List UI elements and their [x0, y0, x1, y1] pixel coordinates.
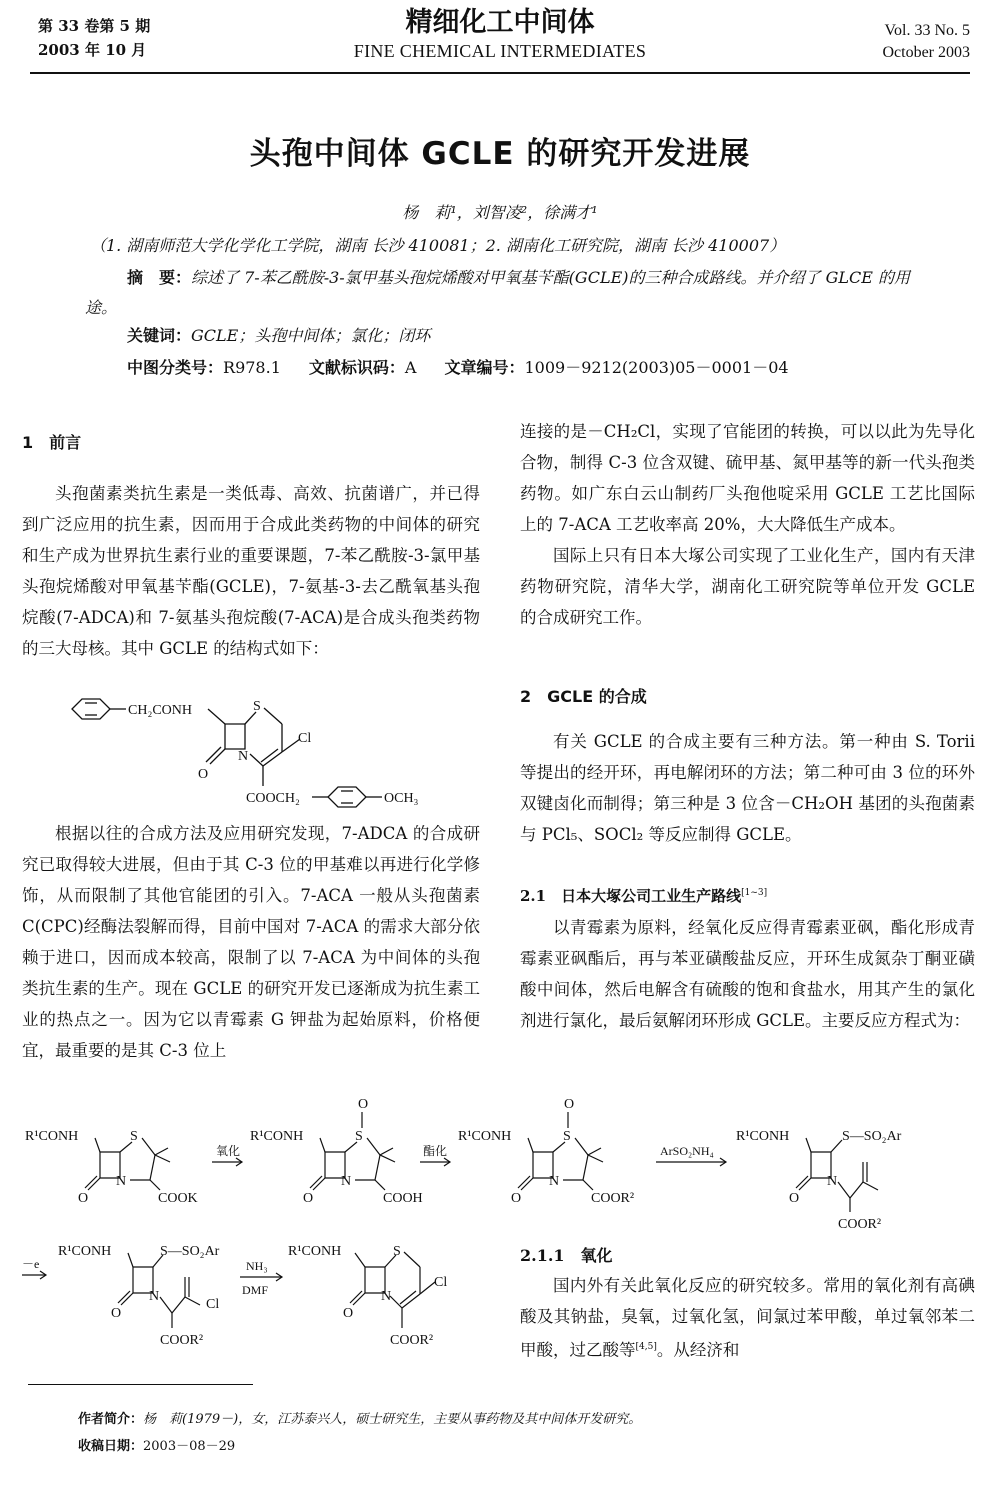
o-label-3: O [511, 1191, 522, 1206]
coor2-label-6: COOR² [390, 1333, 434, 1348]
keywords [127, 324, 430, 348]
received-date-value: 2003－08－29 [143, 1439, 236, 1454]
arrow-label-oxidation: 氧化 [216, 1144, 241, 1158]
keywords-text: GCLE；头孢中间体；氯化；闭环 [191, 326, 431, 345]
cook-label: COOK [158, 1191, 198, 1206]
classification [127, 356, 789, 380]
n-label-2: N [341, 1174, 352, 1189]
abstract-text: 综述了 7-苯乙酰胺-3-氯甲基头孢烷烯酸对甲氧基苄酯(GCLE)的三种合成路线。并介绍了 GLCE 的用途。 [85, 268, 910, 317]
cl-label-6: Cl [434, 1275, 448, 1290]
right-col-para-4 [520, 912, 975, 1036]
arrow-label-arso2nh4: ArSO₂NH₄ [660, 1144, 714, 1158]
cooch2-label: COOCH₂ [246, 791, 300, 806]
keywords-label: 关键词： [127, 326, 192, 345]
section-1-heading: 1 前言 [22, 433, 82, 452]
author-bio-text: 杨 莉(1979－)，女，江苏泰兴人，硕士研究生，主要从事药物及其中间体开发研究。 [143, 1412, 642, 1427]
right-col-para-3 [520, 726, 975, 850]
section-2-1-heading [520, 885, 767, 906]
volume-cn: 第 33 卷第 5 期 [38, 17, 151, 35]
n-label-5: N [149, 1289, 160, 1304]
arrow-label-esterification: 酯化 [423, 1144, 448, 1158]
beta-lactam-ring [225, 724, 245, 749]
section-2-1-1-heading: 2.1.1 氧化 [520, 1246, 613, 1265]
r1conh-label-3: R¹CONH [458, 1129, 512, 1144]
och3-label: OCH₃ [384, 791, 419, 806]
n-label-4: N [827, 1174, 838, 1189]
author-bio-label: 作者简介： [78, 1412, 144, 1427]
clc-value: R978.1 [223, 358, 281, 377]
right-col-top [520, 416, 975, 633]
r1conh-label-6: R¹CONH [288, 1244, 342, 1259]
section-2-heading: 2 GCLE 的合成 [520, 687, 647, 706]
benzene-ring [72, 699, 110, 719]
received-date-label: 收稿日期： [78, 1439, 144, 1454]
left-col-para-2 [22, 818, 480, 1066]
doc-code-value: A [404, 358, 417, 377]
issue-info-cn [38, 14, 150, 62]
received-date [78, 1437, 235, 1457]
abstract [85, 263, 935, 323]
s-label-1: S [130, 1129, 138, 1144]
section-2-1-title: 2.1 日本大塚公司工业生产路线 [520, 887, 742, 905]
n-label-6: N [381, 1289, 392, 1304]
o-label-2: O [303, 1191, 314, 1206]
gcle-product [288, 1244, 447, 1348]
doc-code-label: 文献标识码： [308, 358, 405, 377]
sulfur-label: S [253, 699, 261, 714]
cooh-label: COOH [383, 1191, 423, 1206]
arrow-label-dmf: DMF [242, 1283, 269, 1297]
sso2ar-label-4: S—SO₂Ar [842, 1129, 902, 1144]
date-cn: 2003 年 10 月 [38, 41, 147, 59]
cl-label-5: Cl [206, 1297, 220, 1312]
o-label-4: O [789, 1191, 800, 1206]
penicillin-k [25, 1129, 198, 1206]
arrow-label-nh3: NH₃ [246, 1259, 268, 1273]
oxygen-label: O [198, 767, 209, 782]
abstract-label: 摘 要： [127, 268, 192, 287]
left-col-para-1 [22, 478, 480, 664]
ch2conh-label: CH₂CONH [128, 703, 192, 718]
journal-name [300, 6, 700, 62]
date-en: October 2003 [882, 44, 970, 61]
coor2-label-4: COOR² [838, 1217, 882, 1232]
nitrogen-label: N [238, 749, 249, 764]
article-id-label: 文章编号： [444, 358, 525, 377]
route-paragraph: 以青霉素为原料，经氧化反应得青霉素亚砜，酯化形成青霉素亚砜酯后，再与苯亚磺酸盐反应，开环生成氮杂丁酮亚磺酸中间体，然后电解含有硫酸的饱和食盐水，用其产生的氯化剂进行氯化，最后氨解闭环形成 GCLE。主要反应方程式为： [520, 918, 975, 1030]
clc-label: 中图分类号： [127, 358, 224, 377]
journal-name-en: FINE CHEMICAL INTERMEDIATES [353, 41, 647, 61]
authors: 杨 莉¹，刘智凌²，徐满才¹ [402, 203, 598, 222]
n-label-1: N [116, 1174, 127, 1189]
intro-paragraph: 头孢菌素类抗生素是一类低毒、高效、抗菌谱广，并已得到广泛应用的抗生素，因而用于合成此类药物的中间体的研究和生产成为世界抗生素行业的重要课题，7-苯乙酰胺-3-氯甲基头孢烷烯酸对甲氧基苄酯(GCLE)，7-氨基-3-去乙酰氧基头孢烷酸(7-ADCA)和 7-氨基头孢烷酸(7-ACA)是合成头孢类药物的三大母核。其中 GCLE 的结构式如下： [22, 484, 480, 658]
volume-en: Vol. 33 No. 5 [884, 22, 970, 39]
penicillin-sulfoxide-ester [458, 1097, 634, 1206]
r1conh-label-4: R¹CONH [736, 1129, 790, 1144]
coor2-label-5: COOR² [160, 1333, 204, 1348]
azetidinone-sulfinate [736, 1129, 902, 1232]
chlorinated-intermediate [22, 1244, 220, 1348]
sso2ar-label-5: S—SO₂Ar [160, 1244, 220, 1259]
methods-paragraph: 根据以往的合成方法及应用研究发现，7-ADCA 的合成研究已取得较大进展，但由于其 C-3 位的甲基难以再进行化学修饰，从而限制了其他官能团的引入。7-ACA 一般从头孢菌素 C(CPC)经酶法裂解而得，目前中国对 7-ACA 的需求大部分依赖于进口，因而成本较高，限制了以 7-ACA 为中间体的头孢类抗生素的生产。现在 GCLE 的研究开发已逐渐成为抗生素工业的热点之一。因为它以青霉素 G 钾盐为起始原料，价格便宜，最重要的是其 C-3 位上 [22, 824, 480, 1060]
r1conh-label-5: R¹CONH [58, 1244, 112, 1259]
arrow-label-electrolysis: －e [22, 1257, 40, 1271]
oxidation-text: 国内外有关此氧化反应的研究较多。常用的氧化剂有高碘酸及其钠盐，臭氧，过氧化氢，间氯过苯甲酸，单过氧邻苯二甲酸，过乙酸等 [520, 1276, 975, 1360]
affiliation: （1. 湖南师范大学化学化工学院，湖南 长沙 410081；2. 湖南化工研究院，湖南 长沙 410007） [90, 236, 786, 255]
chlorine-label: Cl [298, 731, 312, 746]
author-bio [78, 1410, 641, 1430]
coor2-label-3: COOR² [591, 1191, 635, 1206]
sulfoxide-o-label-3: O [564, 1097, 575, 1112]
oxidation-ref: [4,5] [635, 1342, 657, 1352]
o-label-1: O [78, 1191, 89, 1206]
section-2-1-ref: [1~3] [741, 888, 768, 898]
o-label-5: O [111, 1306, 122, 1321]
paper-title: 头孢中间体 GCLE 的研究开发进展 [249, 136, 751, 172]
journal-name-cn: 精细化工中间体 [405, 7, 595, 38]
header-rule [30, 72, 970, 74]
s-label-3: S [563, 1129, 571, 1144]
synthesis-paragraph: 有关 GCLE 的合成主要有三种方法。第一种由 S. Torii 等提出的经开环，再电解闭环的方法；第二种可由 3 位的环外双键卤化而制得；第三种是 3 位含－CH₂OH 基团的头孢菌素与 PCl₅、SOCl₂ 等反应制得 GCLE。 [520, 732, 975, 844]
sulfoxide-o-label-2: O [358, 1097, 369, 1112]
penicillin-sulfoxide-acid [250, 1097, 423, 1206]
gcle-structure [60, 694, 460, 814]
footnote-rule [28, 1384, 253, 1385]
right-para-1: 连接的是－CH₂Cl，实现了官能团的转换，可以以此为先导化合物，制得 C-3 位含双键、硫甲基、氮甲基等的新一代头孢类药物。如广东白云山制药厂头孢他啶采用 GCLE 工艺比国际上的 7-ACA 工艺收率高 20%，大大降低生产成本。 [520, 422, 975, 534]
issue-info-en [882, 20, 970, 64]
s-label-2: S [355, 1129, 363, 1144]
oxidation-text-end: 。从经济和 [656, 1340, 740, 1360]
oxidation-paragraph [520, 1270, 975, 1366]
s-label-6: S [393, 1244, 401, 1259]
r1conh-label-2: R¹CONH [250, 1129, 304, 1144]
methoxyphenyl-ring [328, 787, 366, 807]
right-para-2: 国际上只有日本大塚公司实现了工业化生产，国内有天津药物研究院，清华大学，湖南化工研究院等单位开发 GCLE 的合成研究工作。 [520, 546, 975, 627]
article-id-value: 1009－9212(2003)05－0001－04 [524, 358, 789, 377]
o-label-6: O [343, 1306, 354, 1321]
r1conh-label-1: R¹CONH [25, 1129, 79, 1144]
n-label-3: N [549, 1174, 560, 1189]
